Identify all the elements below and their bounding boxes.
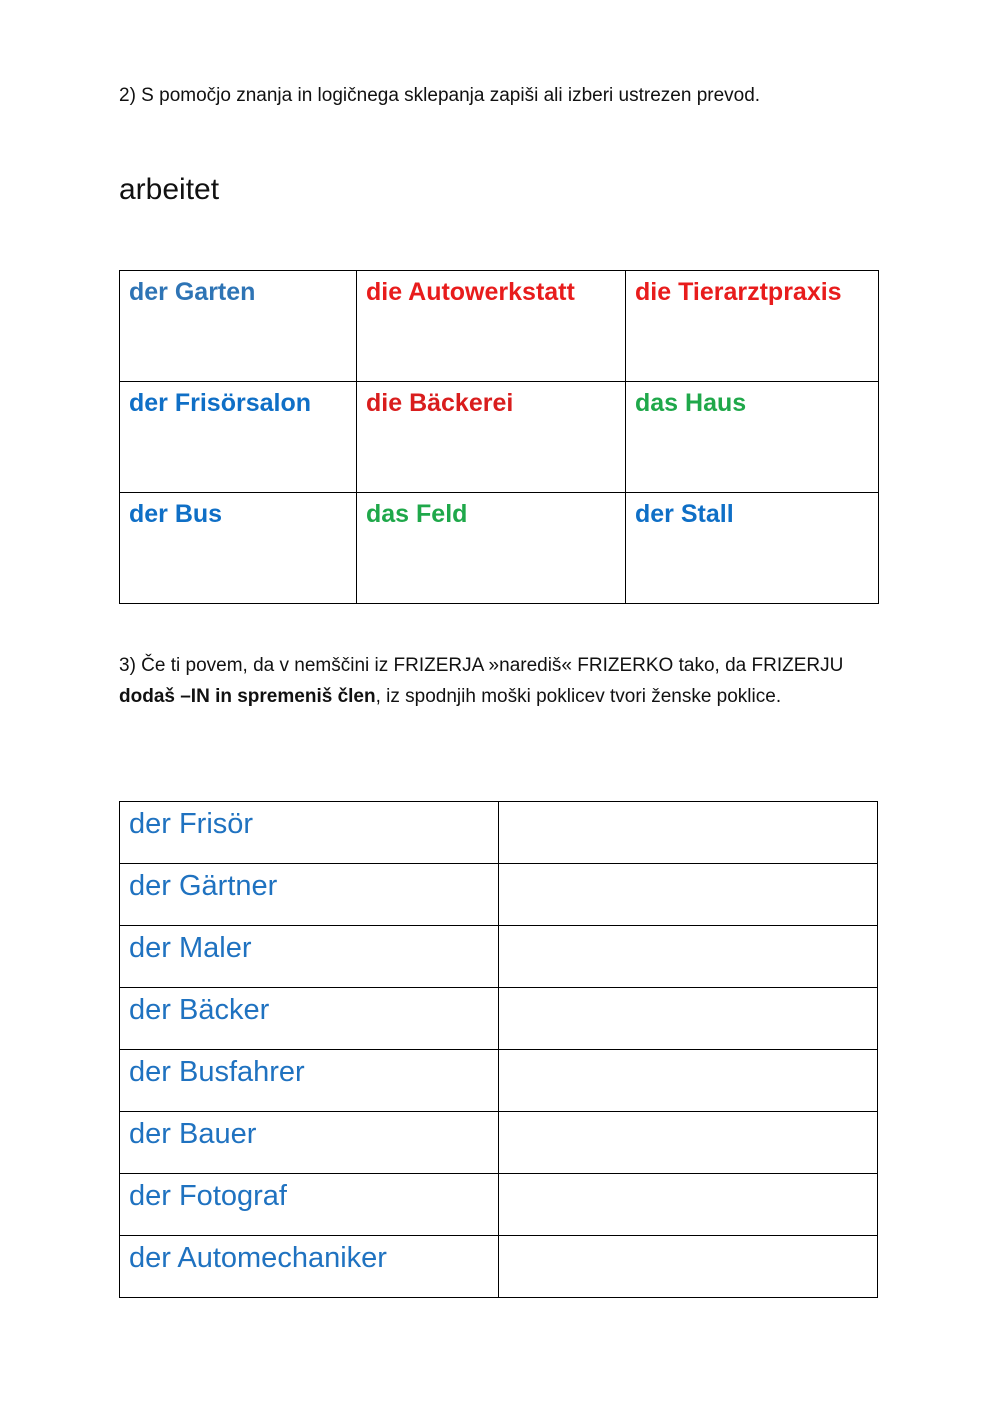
table-row: [120, 493, 879, 604]
profession-cell: [120, 1174, 499, 1236]
place-label: der Stall: [635, 500, 734, 528]
table-row: [120, 926, 878, 988]
profession-label: der Busfahrer: [129, 1056, 305, 1088]
place-cell[interactable]: [120, 493, 357, 604]
table-row: [120, 802, 878, 864]
profession-label: der Bäcker: [129, 994, 270, 1026]
answer-cell[interactable]: [499, 1236, 878, 1298]
profession-label: der Fotograf: [129, 1180, 287, 1212]
profession-label: der Gärtner: [129, 870, 278, 902]
place-cell[interactable]: [120, 382, 357, 493]
place-cell[interactable]: [626, 493, 879, 604]
place-label: der Bus: [129, 500, 223, 528]
table-row: [120, 1174, 878, 1236]
profession-cell: [120, 864, 499, 926]
table-row: [120, 988, 878, 1050]
place-label: die Autowerkstatt: [366, 278, 575, 306]
place-cell[interactable]: [357, 382, 626, 493]
answer-cell[interactable]: [499, 1174, 878, 1236]
table-row: [120, 1050, 878, 1112]
place-label: die Bäckerei: [366, 389, 514, 417]
answer-cell[interactable]: [499, 802, 878, 864]
table-row: [120, 382, 879, 493]
place-cell[interactable]: [357, 493, 626, 604]
profession-label: der Bauer: [129, 1118, 257, 1150]
profession-cell: [120, 1236, 499, 1298]
answer-cell[interactable]: [499, 1050, 878, 1112]
profession-label: der Maler: [129, 932, 252, 964]
professions-table: [119, 801, 878, 1298]
answer-cell[interactable]: [499, 864, 878, 926]
place-cell[interactable]: [120, 271, 357, 382]
table-row: [120, 1236, 878, 1298]
answer-cell[interactable]: [499, 988, 878, 1050]
instruction-emphasis: dodaš –IN in spremeniš člen: [119, 686, 376, 707]
place-label: der Frisörsalon: [129, 389, 311, 417]
places-table: [119, 270, 879, 604]
answer-cell[interactable]: [499, 1112, 878, 1174]
profession-cell: [120, 926, 499, 988]
table-row: [120, 271, 879, 382]
place-label: die Tierarztpraxis: [635, 278, 842, 306]
instruction-text: , iz spodnjih moški poklicev tvori ženske poklice.: [375, 686, 782, 707]
table-row: [120, 1112, 878, 1174]
instruction-text: 3) Če ti povem, da v nemščini iz FRIZERJA »narediš« FRIZERKO tako, da FRIZERJU: [119, 655, 844, 676]
profession-cell: [120, 1050, 499, 1112]
place-cell[interactable]: [357, 271, 626, 382]
place-label: das Feld: [366, 500, 468, 528]
profession-label: der Frisör: [129, 808, 254, 840]
answer-cell[interactable]: [499, 926, 878, 988]
profession-cell: [120, 802, 499, 864]
task2-instruction: 2) S pomočjo znanja in logičnega sklepanja zapiši ali izberi ustrezen prevod.: [119, 85, 761, 106]
place-label: das Haus: [635, 389, 747, 417]
profession-cell: [120, 1112, 499, 1174]
place-cell[interactable]: [626, 382, 879, 493]
task3-instruction: [119, 650, 889, 712]
profession-label: der Automechaniker: [129, 1242, 387, 1274]
profession-cell: [120, 988, 499, 1050]
place-label: der Garten: [129, 278, 256, 306]
verb-word: arbeitet: [119, 173, 220, 206]
table-row: [120, 864, 878, 926]
place-cell[interactable]: [626, 271, 879, 382]
